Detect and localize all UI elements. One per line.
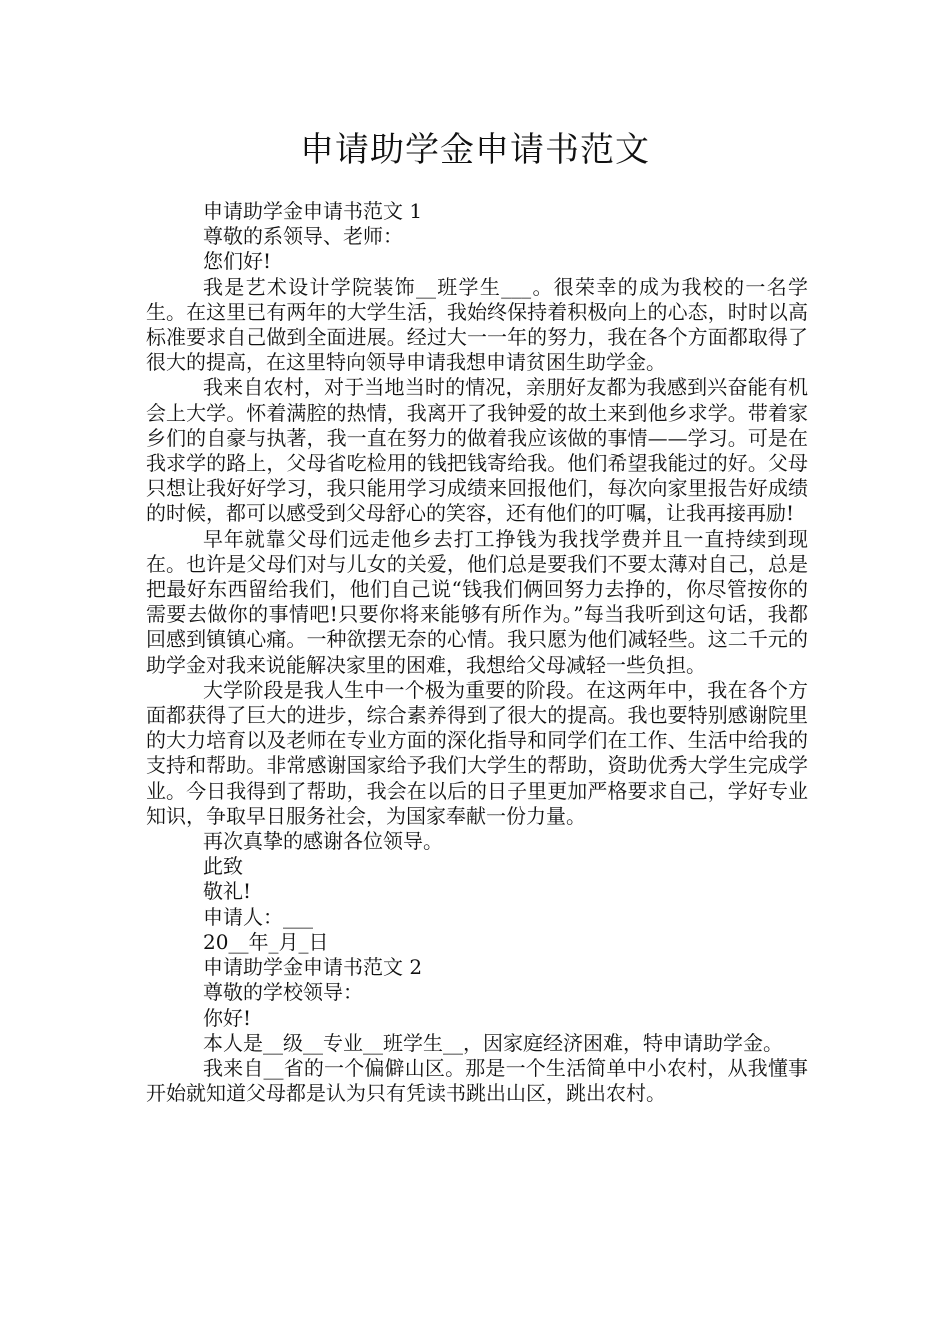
sample-1-applicant: 申请人：___ xyxy=(203,904,313,929)
document-body xyxy=(146,199,808,1106)
document-title: 申请助学金申请书范文 xyxy=(300,130,650,170)
sample-2-paragraph: 我来自__省的一个偏僻山区。那是一个生活简单中小农村，从我懂事开始就知道父母都是认为只有凭读书跳出山区，跳出农村。 xyxy=(146,1055,808,1106)
sample-1-paragraph: 我是艺术设计学院装饰__班学生___。很荣幸的成为我校的一名学生。在这里已有两年的大学生活，我始终保持着积极向上的心态，时时以高标准要求自己做到全面进展。经过大一一年的努力，我在各个方面都取得了很大的提高，在这里特向领导申请我想申请贫困生助学金。 xyxy=(146,274,808,375)
sample-1-paragraph: 早年就靠父母们远走他乡去打工挣钱为我找学费并且一直持续到现在。也许是父母们对与儿女的关爱，他们总是要我们不要太薄对自己，总是把最好东西留给我们，他们自己说“钱我们俩回努力去挣的，你尽管按你的需要去做你的事情吧!只要你将来能够有所作为。”每当我听到这句话，我都回感到镇镇心痛。一种欲摆无奈的心情。我只愿为他们减轻些。这二千元的助学金对我来说能解决家里的困难，我想给父母减轻一些负担。 xyxy=(146,526,808,677)
sample-1-paragraph: 再次真挚的感谢各位领导。 xyxy=(203,829,443,854)
sample-1-date: 20__年_月_日 xyxy=(203,929,329,954)
sample-1-greeting: 您们好! xyxy=(203,249,272,274)
sample-2-greeting: 你好! xyxy=(203,1005,252,1030)
sample-1-salutation: 尊敬的系领导、老师： xyxy=(203,224,403,249)
sample-2-salutation: 尊敬的学校领导： xyxy=(203,980,363,1005)
sample-1-closing-ci-zhi: 此致 xyxy=(203,854,243,879)
sample-1-paragraph: 我来自农村，对于当地当时的情况，亲朋好友都为我感到兴奋能有机会上大学。怀着满腔的热情，我离开了我钟爱的故土来到他乡求学。带着家乡们的自豪与执著，我一直在努力的做着我应该做的事情——学习。可是在我求学的路上，父母省吃检用的钱把钱寄给我。他们希望我能过的好。父母只想让我好好学习，我只能用学习成绩来回报他们，每次向家里报告好成绩的时候，都可以感受到父母舒心的笑容，还有他们的叮嘱，让我再接再励! xyxy=(146,375,808,526)
sample-1-paragraph: 大学阶段是我人生中一个极为重要的阶段。在这两年中，我在各个方面都获得了巨大的进步，综合素养得到了很大的提高。我也要特别感谢院里的大力培育以及老师在专业方面的深化指导和同学们在工作、生活中给我的支持和帮助。非常感谢国家给予我们大学生的帮助，资助优秀大学生完成学业。今日我得到了帮助，我会在以后的日子里更加严格要求自己，学好专业知识，争取早日服务社会，为国家奉献一份力量。 xyxy=(146,677,808,828)
sample-2-heading: 申请助学金申请书范文 2 xyxy=(203,955,423,980)
sample-1-closing-jing-li: 敬礼! xyxy=(203,879,252,904)
sample-2-paragraph: 本人是__级__专业__班学生__，因家庭经济困难，特申请助学金。 xyxy=(203,1030,783,1055)
sample-1-heading: 申请助学金申请书范文 1 xyxy=(203,199,423,223)
